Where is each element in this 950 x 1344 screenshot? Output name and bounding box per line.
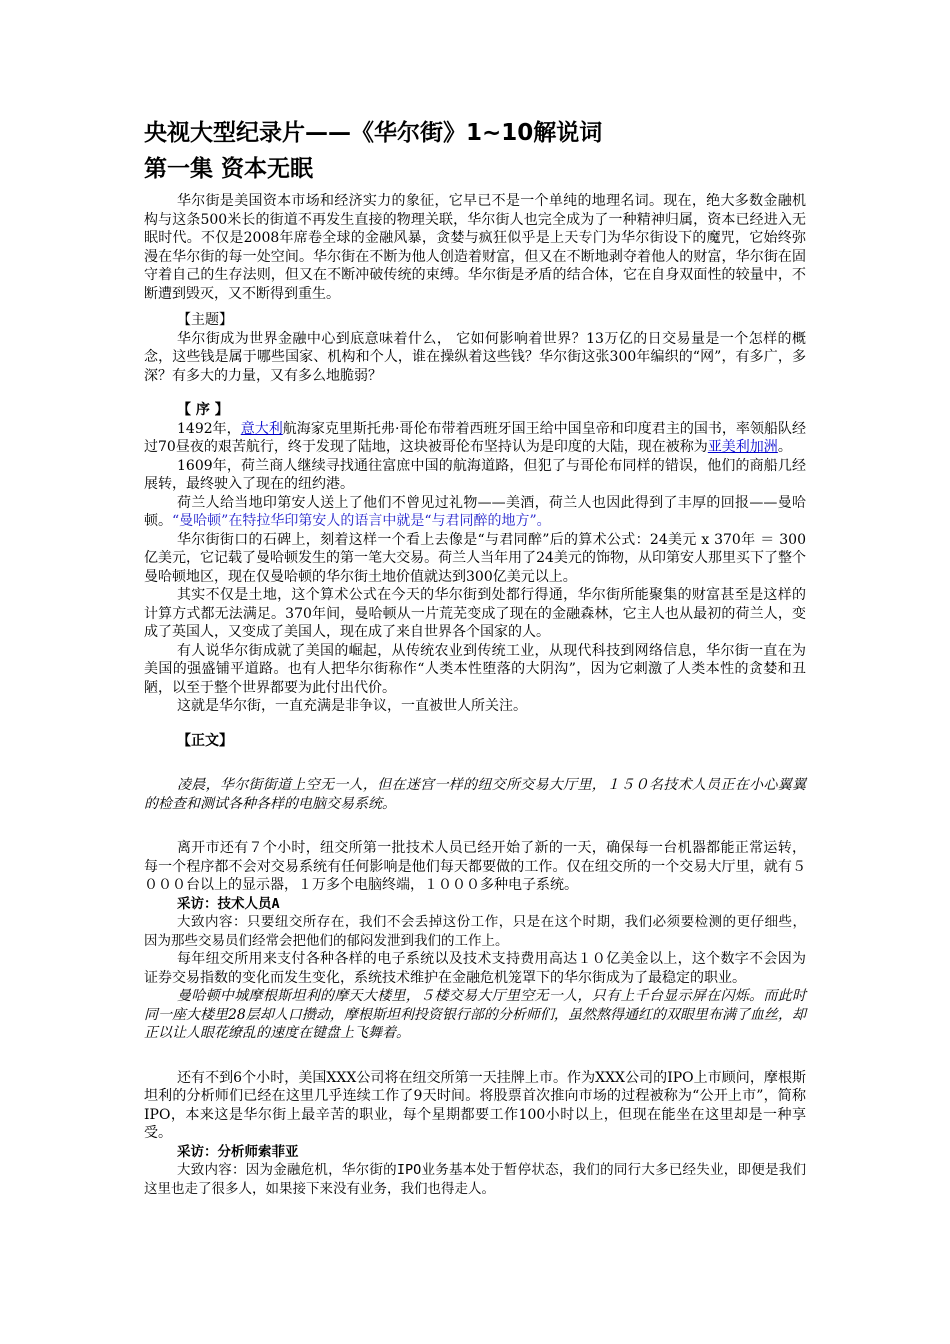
preface-paragraph-4: 华尔街街口的石碑上，刻着这样一个看上去像是“与君同醉”后的算术公式：24美元 x 370年 ＝ 300亿美元，它记载了曼哈顿发生的第一笔大交易。荷兰人当年用了24美元的饰物，从印第安人那里买下了整个曼哈顿地区，现在仅曼哈顿的华尔街土地价值就达到300亿美元以上。: [144, 531, 806, 585]
document-title: 央视大型纪录片——《华尔街》1~10解说词: [144, 120, 603, 146]
scene-description-2: 曼哈顿中城摩根斯坦利的摩天大楼里，５楼交易大厅里空无一人，只有上千台显示屏在闪烁。而此时同一座大楼里28层却人口攒动，摩根斯坦利投资银行部的分析师们，虽然熬得通红的双眼里布满了血丝，却正以让人眼花缭乱的速度在键盘上飞舞着。: [144, 988, 806, 1041]
preface-paragraph-6: 有人说华尔街成就了美国的崛起，从传统农业到传统工业，从现代科技到网络信息，华尔街一直在为美国的强盛铺平道路。也有人把华尔街称作“人类本性堕落的大阴沟”，因为它刺激了人类本性的贪婪和丑陋，以至于整个世界都要为此付出代价。: [144, 642, 806, 696]
preface-p3-text: 荷兰人给当地印第安人送上了他们不曾见过礼物——美酒，荷兰人也因此得到了丰厚的回报——曼哈顿。: [144, 494, 806, 529]
episode-title: 第一集 资本无眠: [144, 156, 314, 182]
interview-label-2: 采访：分析师索菲亚: [177, 1143, 299, 1160]
interview-text-1: 大致内容：只要纽交所存在，我们不会丢掉这份工作，只是在这个时期，我们必须要检测的更仔细些， 因为那些交易员们经常会把他们的郁闷发泄到我们的工作上。: [144, 914, 806, 949]
preface-p1-middle: 航海家克里斯托弗·哥伦布带着西班牙国王给中国皇帝和印度君主的国书，率领船队经过70昼夜的艰苦航行，终于发现了陆地，这块被哥伦布坚持认为是印度的大陆，现在被称为: [144, 420, 807, 455]
manhattan-meaning-note: “曼哈顿”在特拉华印第安人的语言中就是“与君同醉的地方”。: [172, 513, 551, 529]
main-label: 【正文】: [177, 732, 233, 749]
interview-text-2: 大致内容：因为金融危机，华尔街的IPO业务基本处于暂停状态，我们的同行大多已经失业，即便是我们这里也走了很多人，如果接下来没有业务，我们也得走人。: [144, 1162, 806, 1197]
intro-paragraph: 华尔街是美国资本市场和经济实力的象征，它早已不是一个单纯的地理名词。现在，绝大多数金融机构与这条500米长的街道不再发生直接的物理关联，华尔街人也完全成为了一种精神归属，资本已经进入无眠时代。不仅是2008年席卷全球的金融风暴，贪婪与疯狂似乎是上天专门为华尔街设下的魔咒，它始终弥漫在华尔街的每一处空间。华尔街在不断为他人创造着财富，但又在不断地剥夺着他人的财富，华尔街在固守着自己的生存法则，但又在不断冲破传统的束缚。华尔街是矛盾的结合体，它在自身双面性的较量中，不断遭到毁灭，又不断得到重生。: [144, 193, 806, 302]
preface-paragraph-5: 其实不仅是土地，这个算术公式在今天的华尔街到处都行得通，华尔街所能聚集的财富甚至是这样的计算方式都无法满足。370年间，曼哈顿从一片荒芜变成了现在的金融森林，它主人也从最初的荷兰人，变成了英国人，又变成了美国人，现在成了来自世界各个国家的人。: [144, 587, 806, 640]
scene-description-1: 凌晨，华尔街街道上空无一人，但在迷宫一样的纽交所交易大厅里，１５０名技术人员正在小心翼翼的检查和测试各种各样的电脑交易系统。: [144, 777, 806, 812]
preface-paragraph-7: 这就是华尔街，一直充满是非争议，一直被世人所关注。: [177, 698, 527, 714]
main-paragraph-3: 还有不到6个小时，美国XXX公司将在纽交所第一天挂牌上市。作为XXX公司的IPO上市顾问，摩根斯坦利的分析师们已经在这里几乎连续工作了9天时间。将股票首次推向市场的过程被称为“公开上市”，简称IPO，本来这是华尔街上最辛苦的职业，每个星期都要工作100小时以上，但现在能坐在这里却是一种享受。: [144, 1069, 806, 1141]
preface-paragraph-1: [144, 420, 806, 457]
preface-p1-end: 。: [777, 439, 792, 455]
theme-paragraph: 华尔街成为世界金融中心到底意味着什么， 它如何影响着世界？13万亿的日交易量是一个怎样的概念，这些钱是属于哪些国家、机构和个人，谁在操纵着这些钱？华尔街这张300年编织的“网”，有多广，多深？有多大的力量，又有多么地脆弱？: [144, 330, 806, 384]
preface-p1-start: 1492年，: [177, 420, 241, 437]
preface-paragraph-2: 1609年，荷兰商人继续寻找通往富庶中国的航海道路，但犯了与哥伦布同样的错误，他们的商船几经展转，最终驶入了现在的纽约港。: [144, 457, 806, 492]
main-paragraph-1: 离开市还有７个小时，纽交所第一批技术人员已经开始了新的一天，确保每一台机器都能正常运转，每一个程序都不会对交易系统有任何影响是他们每天都要做的工作。仅在纽交所的一个交易大厅里，就有５０００台以上的显示器，１万多个电脑终端，１０００多种电子系统。: [144, 840, 806, 893]
america-link[interactable]: 亚美利加洲: [707, 439, 778, 455]
theme-label: 【主题】: [177, 312, 233, 328]
interview-label-1: 采访：技术人员A: [177, 895, 280, 912]
document-content: [144, 116, 806, 1198]
italy-link[interactable]: 意大利: [240, 420, 283, 437]
main-paragraph-2: 每年纽交所用来支付各种各样的电子系统以及技术支持费用高达１０亿美金以上，这个数字不会因为证券交易指数的变化而发生变化，系统技术维护在金融危机笼罩下的华尔街成为了最稳定的职业。: [144, 951, 806, 986]
preface-label: 【 序 】: [177, 402, 229, 418]
preface-paragraph-3: [144, 494, 806, 531]
